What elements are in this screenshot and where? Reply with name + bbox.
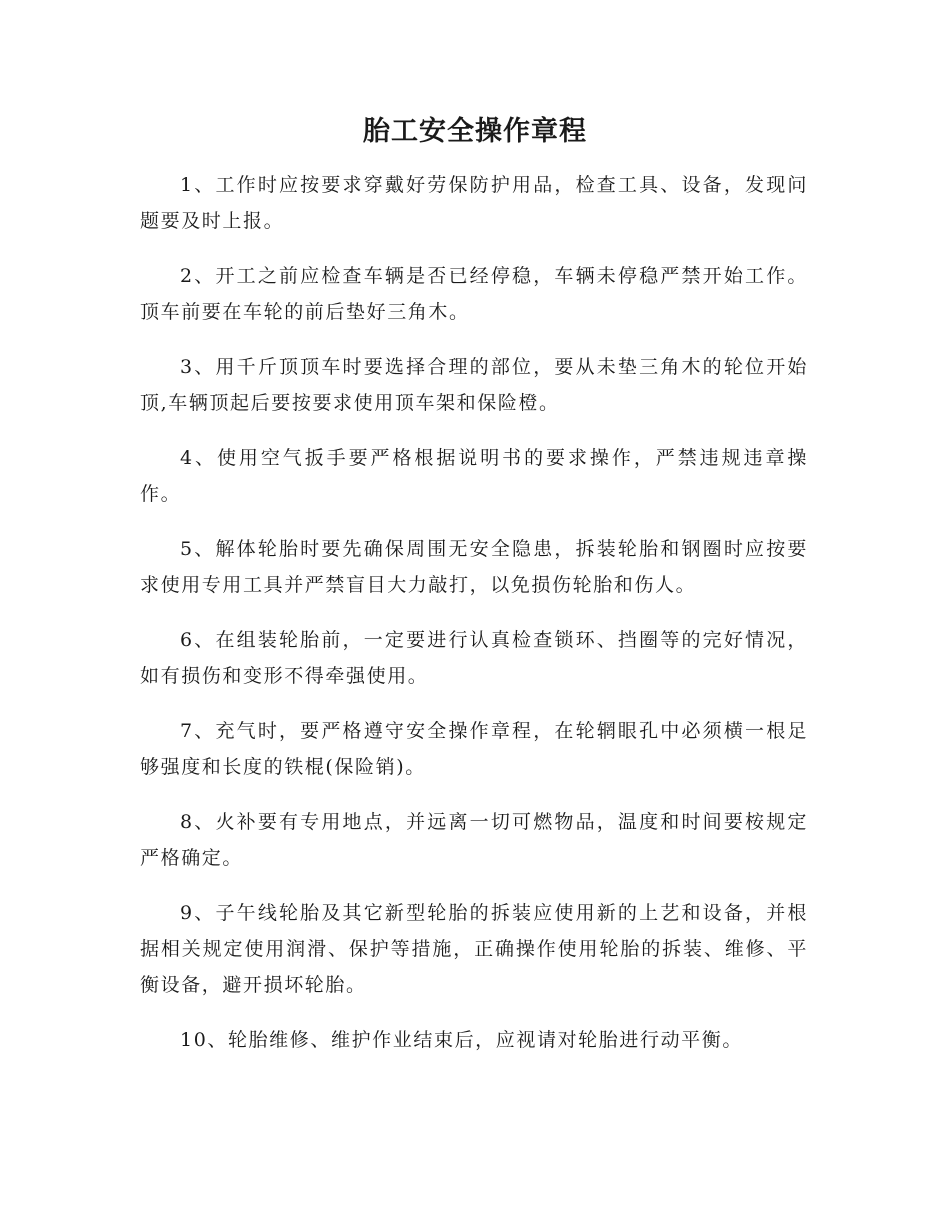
clause-8: 8、火补要有专用地点，并远离一切可燃物品，温度和时间要桉规定严格确定。 — [140, 811, 808, 869]
clause-4: 4、使用空气扳手要严格根据说明书的要求操作，严禁违规违章操作。 — [140, 447, 808, 505]
document-title: 胎工安全操作章程 — [363, 116, 587, 147]
clause-9: 9、子午线轮胎及其它新型轮胎的拆装应使用新的上艺和设备，并根据相关规定使用润滑、保护等措施，正确操作使用轮胎的拆装、维修、平衡设备，避开损坏轮胎。 — [140, 902, 808, 996]
clause-5: 5、解体轮胎时要先确保周围无安全隐患，拆装轮胎和钢圈时应按要求使用专用工具并严禁盲目大力敲打，以免损伤轮胎和伤人。 — [140, 538, 808, 596]
clause-10: 10、轮胎维修、维护作业结束后，应视请对轮胎进行动平衡。 — [180, 1029, 743, 1051]
clause-1: 1、工作时应按要求穿戴好劳保防护用品，检查工具、设备，发现问题要及时上报。 — [140, 174, 808, 232]
clause-2: 2、开工之前应检查车辆是否已经停稳，车辆未停稳严禁开始工作。顶车前要在车轮的前后垫好三角木。 — [140, 265, 808, 323]
clause-6: 6、在组装轮胎前，一定要进行认真检查锁环、挡圈等的完好情况，如有损伤和变形不得牵强使用。 — [140, 629, 808, 687]
clause-list — [140, 167, 808, 1077]
clause-3: 3、用千斤顶顶车时要选择合理的部位，要从未垫三角木的轮位开始顶,车辆顶起后要按要求使用顶车架和保险橙。 — [140, 356, 808, 414]
clause-7: 7、充气时，要严格遵守安全操作章程，在轮辋眼孔中必须横一根足够强度和长度的铁棍(保险销)。 — [140, 720, 808, 778]
